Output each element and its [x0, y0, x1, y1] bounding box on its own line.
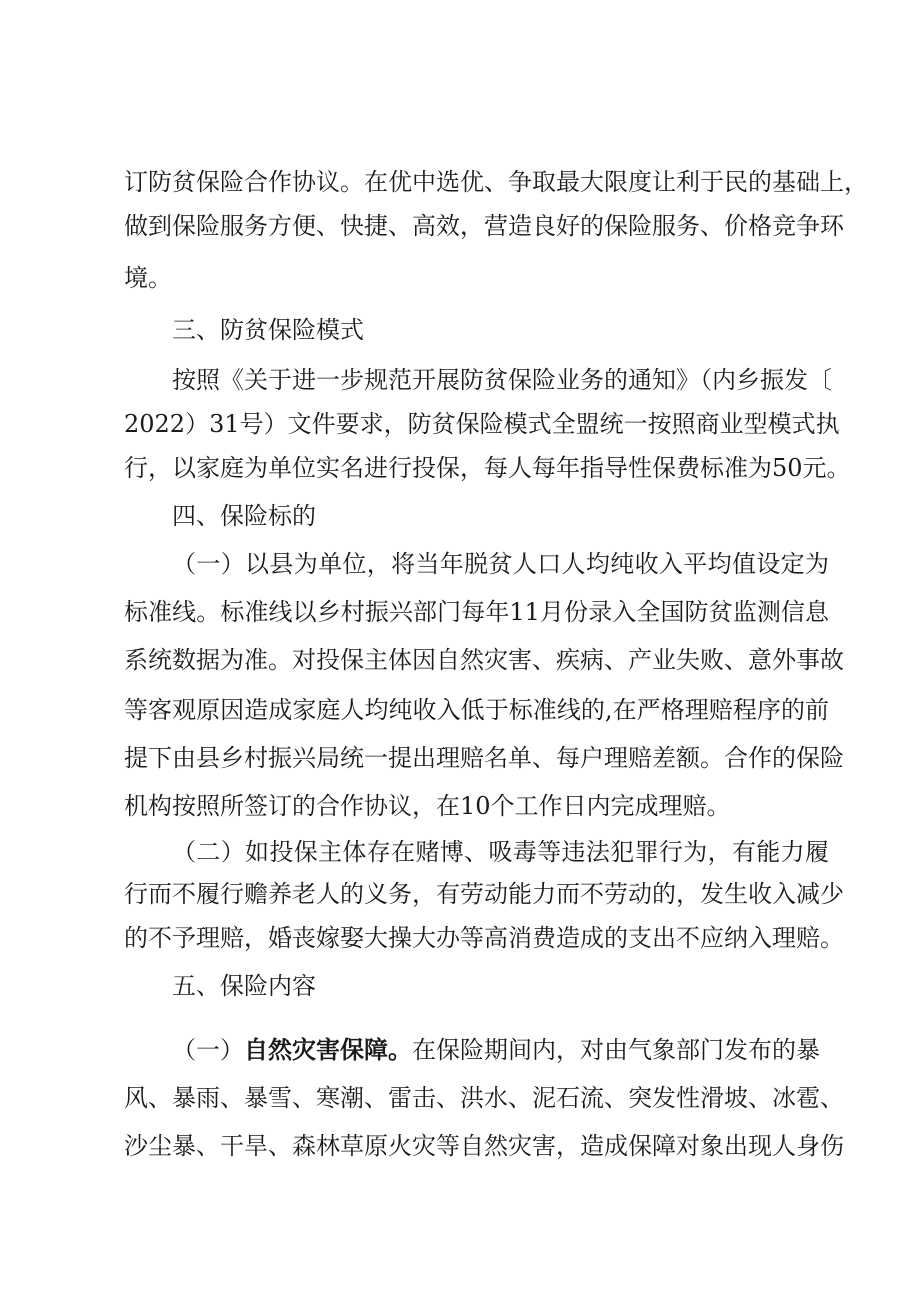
paragraph-line: 系统数据为准。对投保主体因自然灾害、疾病、产业失败、意外事故 [124, 646, 844, 674]
paragraph-line: 2022）31号）文件要求，防贫保险模式全盟统一按照商业型模式执 [124, 410, 840, 438]
paragraph-line: 订防贫保险合作协议。在优中选优、争取最大限度让利于民的基础上， [124, 168, 868, 196]
natural-disaster-paragraph [172, 1034, 829, 1066]
paragraph-line: 等客观原因造成家庭人均纯收入低于标准线的,在严格理赔程序的前 [124, 696, 829, 724]
paragraph-line: 做到保险服务方便、快捷、高效，营造良好的保险服务、价格竞争环 [124, 212, 844, 240]
paragraph-line: 按照《关于进一步规范开展防贫保险业务的通知》（内乡振发〔 [172, 366, 832, 394]
paragraph-line: 的不予理赔，婚丧嫁娶大操大办等高消费造成的支出不应纳入理赔。 [124, 924, 844, 952]
paragraph-line: 提下由县乡村振兴局统一提出理赔名单、每户理赔差额。合作的保险 [124, 744, 844, 772]
paragraph-line: 沙尘暴、干旱、森林草原火灾等自然灾害，造成保障对象出现人身伤 [124, 1132, 844, 1160]
paragraph-line: 行而不履行赡养老人的义务，有劳动能力而不劳动的，发生收入减少 [124, 880, 844, 908]
paragraph-line: （二）如投保主体存在赌博、吸毒等违法犯罪行为，有能力履 [172, 838, 829, 866]
section-heading-4: 四、保险标的 [172, 502, 316, 530]
paragraph-line: （一）以县为单位，将当年脱贫人口人均纯收入平均值设定为 [172, 550, 829, 578]
paragraph-line: 标准线。标准线以乡村振兴部门每年11月份录入全国防贫监测信息 [124, 598, 829, 626]
section-heading-5: 五、保险内容 [172, 972, 316, 1000]
section-heading-3: 三、防贫保险模式 [172, 316, 364, 344]
paragraph-text: 在保险期间内，对由气象部门发布的暴 [412, 1036, 820, 1064]
item-number: （一） [172, 1036, 244, 1064]
paragraph-line: 境。 [124, 264, 172, 292]
paragraph-line: 风、暴雨、暴雪、寒潮、雷击、洪水、泥石流、突发性滑坡、冰雹、 [124, 1084, 844, 1112]
paragraph-line: 机构按照所签订的合作协议，在10个工作日内完成理赔。 [124, 792, 731, 820]
bold-subtitle: 自然灾害保障。 [244, 1035, 412, 1064]
paragraph-line: 行，以家庭为单位实名进行投保，每人每年指导性保费标准为50元。 [124, 454, 851, 482]
